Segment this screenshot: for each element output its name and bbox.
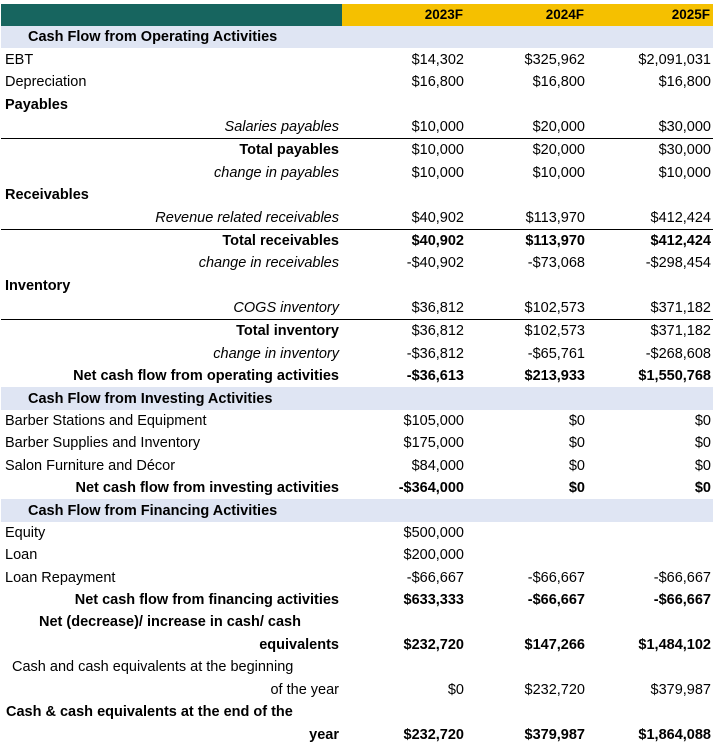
- header-row: [1, 4, 713, 26]
- value-cell: $325,962: [524, 51, 585, 68]
- row-label-line: equivalents: [259, 636, 339, 653]
- value-cell: $84,000: [411, 457, 464, 474]
- row-label: Total inventory: [236, 323, 339, 340]
- subsection-row: [1, 274, 713, 296]
- value-cell: $379,987: [650, 682, 711, 699]
- value-cell: -$66,667: [406, 569, 464, 586]
- row-label: Barber Supplies and Inventory: [5, 435, 201, 452]
- row-label: Depreciation: [5, 74, 87, 91]
- total-row: [1, 138, 713, 161]
- table-row: [1, 48, 713, 70]
- value-cell: $36,812: [411, 323, 464, 340]
- value-cell: $0: [694, 480, 711, 497]
- net-financing-row: [1, 589, 713, 611]
- table-row: [1, 71, 713, 93]
- value-cell: -$66,667: [653, 592, 711, 609]
- section-header-financing: [1, 499, 713, 521]
- table-row: [1, 161, 713, 183]
- value-cell: -$298,454: [645, 255, 711, 272]
- row-label: Revenue related receivables: [1, 206, 342, 229]
- row-label: change in receivables: [198, 255, 339, 272]
- value-cell: -$36,613: [406, 368, 464, 385]
- row-label: Net cash flow from operating activities: [73, 368, 339, 385]
- value-cell: $10,000: [411, 164, 464, 181]
- section-title: Cash Flow from Financing Activities: [1, 499, 342, 521]
- value-cell: $16,800: [532, 74, 585, 91]
- row-label: Net cash flow from financing activities: [74, 592, 339, 609]
- value-cell: $30,000: [587, 116, 713, 139]
- value-cell: [587, 522, 713, 544]
- value-cell: $20,000: [466, 116, 587, 139]
- value-cell: -$65,761: [527, 345, 585, 362]
- value-cell: $371,182: [650, 323, 711, 340]
- value-cell: $36,812: [342, 297, 466, 320]
- value-cell: $102,573: [524, 323, 585, 340]
- value-cell: $500,000: [403, 524, 464, 541]
- value-cell: $2,091,031: [638, 51, 711, 68]
- table-row: [1, 566, 713, 588]
- value-cell: $40,902: [342, 206, 466, 229]
- value-cell: $1,484,102: [638, 637, 711, 654]
- value-cell: $1,864,088: [638, 727, 711, 744]
- section-title: Cash Flow from Investing Activities: [1, 387, 342, 409]
- row-label: EBT: [5, 51, 34, 68]
- total-row: [1, 229, 713, 252]
- row-label: [1, 701, 342, 746]
- value-cell: -$364,000: [398, 480, 464, 497]
- net-change-row: [1, 611, 713, 656]
- value-cell: $379,987: [524, 727, 585, 744]
- value-cell: $1,550,768: [638, 368, 711, 385]
- value-cell: $10,000: [411, 142, 464, 159]
- value-cell: $147,266: [524, 637, 585, 654]
- value-cell: $113,970: [525, 232, 585, 249]
- table-row: [1, 544, 713, 566]
- row-label-line: Net (decrease)/ increase in cash/ cash: [39, 614, 301, 631]
- value-cell: $0: [568, 480, 585, 497]
- value-cell: $0: [694, 435, 711, 452]
- row-label: [1, 656, 342, 701]
- table-row: [1, 252, 713, 274]
- year-header: 2024F: [466, 4, 587, 26]
- row-label: [1, 611, 342, 656]
- row-label: Barber Stations and Equipment: [5, 413, 207, 430]
- value-cell: -$268,608: [645, 345, 711, 362]
- value-cell: $0: [447, 682, 464, 699]
- value-cell: $16,800: [658, 74, 711, 91]
- value-cell: $633,333: [403, 592, 464, 609]
- value-cell: $40,902: [411, 232, 464, 249]
- row-label-line: Cash and cash equivalents at the beginning: [12, 659, 294, 676]
- value-cell: $175,000: [403, 435, 464, 452]
- value-cell: [466, 544, 587, 566]
- table-row: [1, 432, 713, 454]
- value-cell: $0: [568, 413, 585, 430]
- cash-flow-table: [1, 4, 713, 746]
- value-cell: $412,424: [587, 206, 713, 229]
- value-cell: -$36,812: [406, 345, 464, 362]
- value-cell: $0: [694, 457, 711, 474]
- subsection-row: [1, 184, 713, 206]
- value-cell: $16,800: [411, 74, 464, 91]
- row-label: Total receivables: [222, 232, 339, 249]
- value-cell: -$66,667: [527, 592, 585, 609]
- value-cell: $30,000: [658, 142, 711, 159]
- row-label-line: of the year: [270, 681, 339, 698]
- value-cell: $0: [568, 457, 585, 474]
- subsection-title: Receivables: [5, 187, 89, 204]
- value-cell: $14,302: [411, 51, 464, 68]
- row-label: Equity: [5, 524, 46, 541]
- value-cell: $0: [694, 413, 711, 430]
- net-operating-row: [1, 365, 713, 387]
- row-label: change in inventory: [213, 345, 339, 362]
- row-label: Salaries payables: [1, 116, 342, 139]
- table-row: [1, 410, 713, 432]
- value-cell: $102,573: [466, 297, 587, 320]
- row-label-line: Cash & cash equivalents at the end of the: [6, 704, 293, 721]
- table-row: [1, 454, 713, 476]
- table-row: [1, 116, 713, 139]
- row-label: COGS inventory: [1, 297, 342, 320]
- row-label-line: year: [309, 726, 339, 743]
- section-header-operating: [1, 26, 713, 48]
- value-cell: $105,000: [403, 413, 464, 430]
- section-title: Cash Flow from Operating Activities: [1, 26, 342, 48]
- row-label: Loan Repayment: [5, 569, 116, 586]
- subsection-title: Inventory: [5, 277, 71, 294]
- table-row: [1, 206, 713, 229]
- value-cell: $371,182: [587, 297, 713, 320]
- year-header: 2023F: [342, 4, 466, 26]
- row-label: Salon Furniture and Décor: [5, 457, 176, 474]
- ending-cash-row: [1, 701, 713, 746]
- header-blank-cell: [1, 4, 342, 26]
- value-cell: $232,720: [403, 727, 464, 744]
- value-cell: -$73,068: [527, 255, 585, 272]
- row-label: Loan: [5, 547, 38, 564]
- value-cell: [587, 544, 713, 566]
- value-cell: -$40,902: [406, 255, 464, 272]
- value-cell: $0: [568, 435, 585, 452]
- value-cell: $213,933: [524, 368, 585, 385]
- row-label: Net cash flow from investing activities: [75, 480, 339, 497]
- value-cell: $10,000: [342, 116, 466, 139]
- row-label: change in payables: [214, 164, 339, 181]
- value-cell: $412,424: [650, 232, 711, 249]
- year-header: 2025F: [587, 4, 713, 26]
- value-cell: $20,000: [532, 142, 585, 159]
- subsection-row: [1, 93, 713, 115]
- value-cell: [466, 522, 587, 544]
- value-cell: $10,000: [532, 164, 585, 181]
- value-cell: -$66,667: [527, 569, 585, 586]
- subsection-title: Payables: [5, 96, 68, 113]
- table-row: [1, 342, 713, 364]
- table-row: [1, 522, 713, 544]
- value-cell: $232,720: [524, 682, 585, 699]
- value-cell: -$66,667: [653, 569, 711, 586]
- section-header-investing: [1, 387, 713, 409]
- value-cell: $200,000: [403, 547, 464, 564]
- value-cell: $232,720: [403, 637, 464, 654]
- value-cell: $113,970: [466, 206, 587, 229]
- value-cell: $10,000: [658, 164, 711, 181]
- row-label: Total payables: [239, 142, 339, 159]
- total-row: [1, 320, 713, 343]
- beginning-cash-row: [1, 656, 713, 701]
- table-row: [1, 297, 713, 320]
- net-investing-row: [1, 477, 713, 499]
